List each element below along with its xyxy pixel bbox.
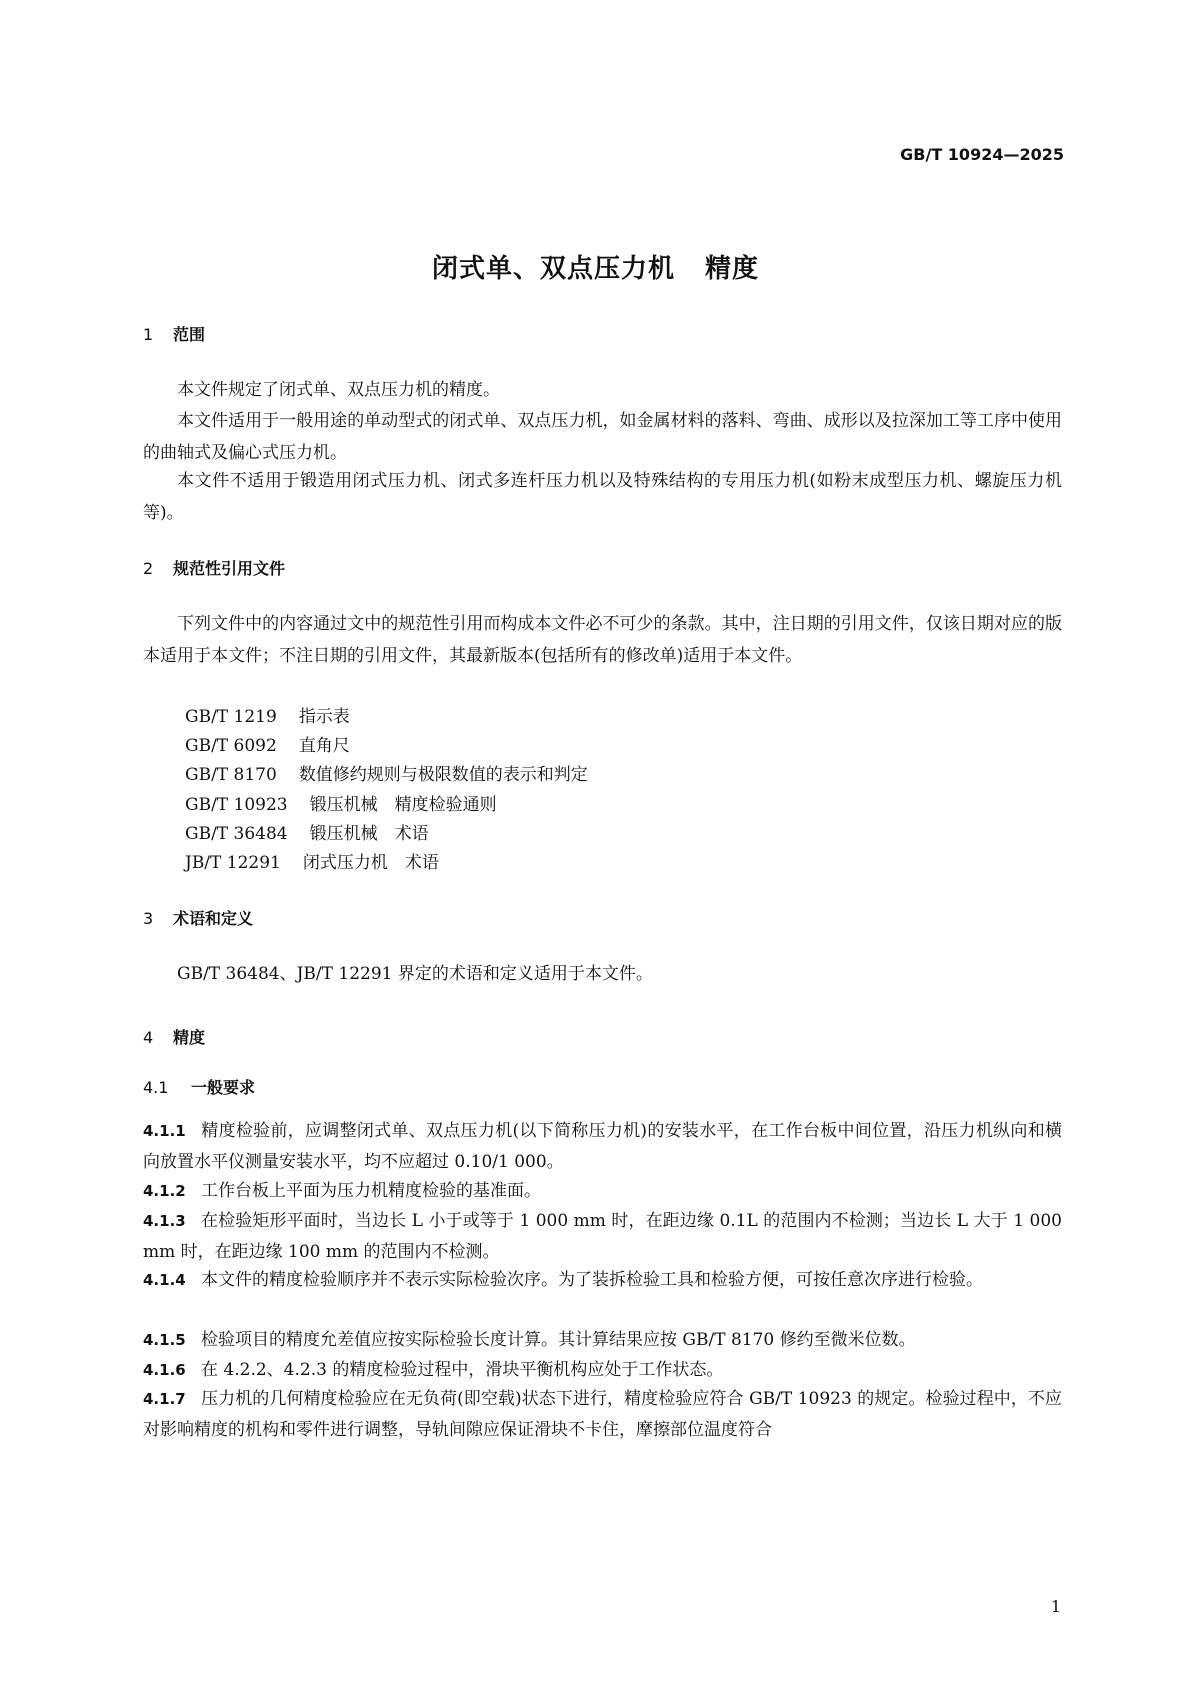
section-number: 1 bbox=[143, 325, 154, 344]
clause-number: 4.1.1 bbox=[143, 1122, 186, 1140]
clause-number: 4.1.6 bbox=[143, 1361, 186, 1379]
section-title: 术语和定义 bbox=[173, 909, 254, 928]
clause bbox=[143, 1206, 1062, 1268]
section-2-heading bbox=[143, 556, 285, 579]
reference-code: GB/T 36484 bbox=[185, 824, 288, 844]
reference-title: 数值修约规则与极限数值的表示和判定 bbox=[298, 765, 588, 785]
section-title: 精度 bbox=[173, 1028, 206, 1047]
clause-text: 检验项目的精度允差值应按实际检验长度计算。其计算结果应按 GB/T 8170 修约至微米位数。 bbox=[201, 1330, 916, 1350]
reference-item bbox=[185, 819, 429, 844]
paragraph: 本文件适用于一般用途的单动型式的闭式单、双点压力机，如金属材料的落料、弯曲、成形以及拉深加工等工序中使用的曲轴式及偏心式压力机。 bbox=[143, 411, 1062, 463]
standard-number: GB/T 10924—2025 bbox=[900, 145, 1064, 164]
clause bbox=[143, 1355, 1062, 1386]
clause bbox=[143, 1265, 1062, 1296]
reference-code: GB/T 6092 bbox=[185, 736, 277, 756]
reference-code: GB/T 10923 bbox=[185, 795, 288, 815]
section-number: 3 bbox=[143, 909, 154, 928]
reference-title: 锻压机械 精度检验通则 bbox=[309, 795, 497, 815]
reference-code: GB/T 1219 bbox=[185, 707, 277, 727]
document-title bbox=[0, 248, 1191, 285]
reference-item bbox=[185, 731, 350, 756]
paragraph: 下列文件中的内容通过文中的规范性引用而构成本文件必不可少的条款。其中，注日期的引用文件，仅该日期对应的版本适用于本文件；不注日期的引用文件，其最新版本(包括所有的修改单)适用于本文件。 bbox=[143, 614, 1062, 666]
paragraph: 本文件规定了闭式单、双点压力机的精度。 bbox=[177, 380, 500, 400]
reference-code: JB/T 12291 bbox=[185, 853, 281, 873]
paragraph: 本文件不适用于锻造用闭式压力机、闭式多连杆压力机以及特殊结构的专用压力机(如粉末成型压力机、螺旋压力机等)。 bbox=[143, 471, 1062, 523]
section-1-heading bbox=[143, 322, 205, 345]
reference-title: 直角尺 bbox=[298, 736, 350, 756]
clause-text: 在检验矩形平面时，当边长 L 小于或等于 1 000 mm 时，在距边缘 0.1L 的范围内不检测；当边长 L 大于 1 000 mm 时，在距边缘 100 mm 的范围内不检测。 bbox=[143, 1211, 1062, 1262]
subsection-4-1-heading bbox=[143, 1075, 255, 1098]
page-number: 1 bbox=[1050, 1597, 1061, 1616]
clause bbox=[143, 1176, 1062, 1207]
clause-number: 4.1.3 bbox=[143, 1212, 186, 1230]
reference-code: GB/T 8170 bbox=[185, 765, 277, 785]
clause-text: 压力机的几何精度检验应在无负荷(即空载)状态下进行，精度检验应符合 GB/T 10923 的规定。检验过程中，不应对影响精度的机构和零件进行调整，导轨间隙应保证滑块不卡住，摩擦部位温度符合 bbox=[143, 1389, 1062, 1440]
paragraph: GB/T 36484、JB/T 12291 界定的术语和定义适用于本文件。 bbox=[177, 964, 653, 984]
clause-number: 4.1.7 bbox=[143, 1390, 186, 1408]
clause-number: 4.1.4 bbox=[143, 1271, 186, 1289]
reference-item bbox=[185, 702, 350, 727]
clause bbox=[143, 1116, 1062, 1178]
section-title: 规范性引用文件 bbox=[173, 559, 286, 578]
clause-number: 4.1.2 bbox=[143, 1182, 186, 1200]
section-number: 2 bbox=[143, 559, 154, 578]
reference-item bbox=[185, 790, 497, 815]
clause-text: 本文件的精度检验顺序并不表示实际检验次序。为了装拆检验工具和检验方便，可按任意次序进行检验。 bbox=[201, 1270, 983, 1290]
section-title: 范围 bbox=[173, 325, 206, 344]
reference-title: 锻压机械 术语 bbox=[309, 824, 429, 844]
section-number: 4 bbox=[143, 1028, 154, 1047]
title-part-1: 闭式单、双点压力机 bbox=[431, 254, 675, 284]
clause-text: 工作台板上平面为压力机精度检验的基准面。 bbox=[201, 1181, 541, 1201]
reference-item bbox=[185, 760, 588, 785]
reference-item bbox=[185, 848, 439, 873]
reference-title: 指示表 bbox=[298, 707, 350, 727]
subsection-number: 4.1 bbox=[143, 1078, 169, 1097]
subsection-title: 一般要求 bbox=[191, 1078, 256, 1097]
clause bbox=[143, 1325, 1062, 1356]
clause bbox=[143, 1384, 1062, 1446]
clause-number: 4.1.5 bbox=[143, 1331, 186, 1349]
reference-title: 闭式压力机 术语 bbox=[302, 853, 439, 873]
section-3-heading bbox=[143, 906, 253, 929]
clause-text: 精度检验前，应调整闭式单、双点压力机(以下简称压力机)的安装水平，在工作台板中间位置，沿压力机纵向和横向放置水平仪测量安装水平，均不应超过 0.10/1 000。 bbox=[143, 1121, 1062, 1172]
title-part-2: 精度 bbox=[705, 254, 760, 284]
section-4-heading bbox=[143, 1025, 205, 1048]
clause-text: 在 4.2.2、4.2.3 的精度检验过程中，滑块平衡机构应处于工作状态。 bbox=[201, 1360, 724, 1380]
